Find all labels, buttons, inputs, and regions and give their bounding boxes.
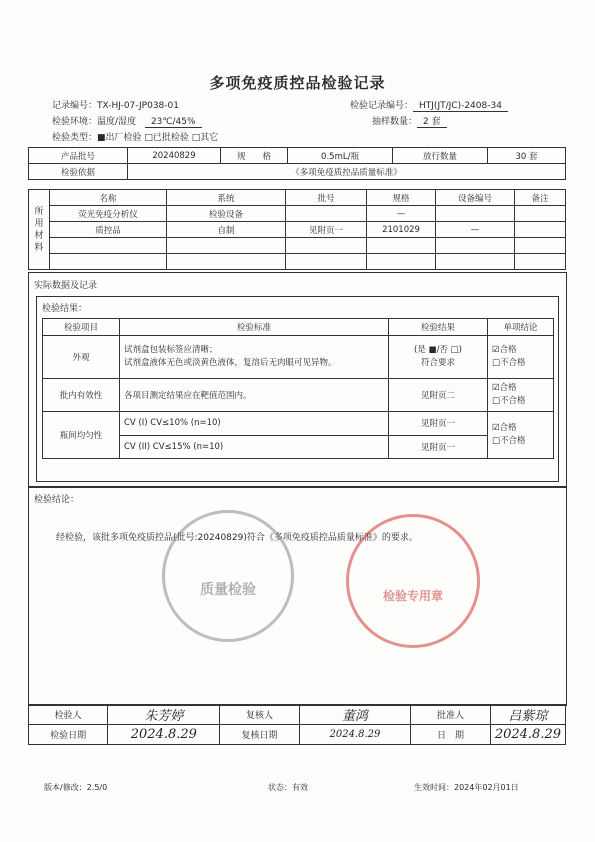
equip-cell xyxy=(436,206,515,222)
record-number: TX-HJ-07-JP038-01 xyxy=(97,101,179,111)
results-table xyxy=(42,318,554,459)
spec-value: 0.5mL/瓶 xyxy=(288,148,393,164)
test-date: 2024.8.29 xyxy=(108,725,220,745)
review-date: 2024.8.29 xyxy=(299,725,411,745)
approver-label: 批准人 xyxy=(411,705,491,725)
type-line xyxy=(52,130,218,143)
test-date-label: 检验日期 xyxy=(29,725,108,745)
release-qty-label: 放行数量 xyxy=(393,148,488,164)
qty-label: 抽样数量： xyxy=(372,117,418,127)
equipment-row xyxy=(29,222,566,238)
document-title: 多项免疫质控品检验记录 xyxy=(209,74,386,92)
equip-cell: — xyxy=(367,206,436,222)
info-table xyxy=(28,147,566,180)
review-date-label: 复核日期 xyxy=(220,725,299,745)
res-header-result: 检验结果 xyxy=(389,319,488,336)
conclusion-text: 经检验，该批多项免疫质控品(批号:20240829)符合《多项免疫质控品质量标准》的要求。 xyxy=(56,533,418,543)
env-line xyxy=(52,114,202,127)
release-qty-value: 30 套 xyxy=(488,148,566,164)
env-value: 23℃/45% xyxy=(145,117,202,128)
equip-cell: — xyxy=(436,222,515,238)
reviewer-label: 复核人 xyxy=(220,705,299,725)
equipment-row-empty xyxy=(29,238,566,254)
res-conclusion: ☑合格 □不合格 xyxy=(488,336,554,379)
quality-stamp-text: 质量检验 xyxy=(200,582,256,598)
result-row-uniformity-1 xyxy=(43,412,554,436)
res-standard: CV (I) CV≤10% (n=10) xyxy=(120,412,389,436)
equip-cell: 见附页一 xyxy=(286,222,367,238)
tester-signature: 朱芳婷 xyxy=(108,705,220,725)
result-row-appearance xyxy=(43,336,554,379)
tester-label: 检验人 xyxy=(29,705,108,725)
res-standard: 试剂盒包装标签应清晰； 试剂盒液体无色或淡黄色液体，复溶后无肉眼可见异物。 xyxy=(120,336,389,379)
conclusion-section xyxy=(28,486,567,706)
equip-header-device-no: 设备编号 xyxy=(436,190,515,206)
quality-stamp xyxy=(162,510,294,642)
inspection-stamp-text: 检验专用章 xyxy=(382,589,443,603)
env-temp-label: 温度/湿度 xyxy=(97,117,137,127)
env-label: 检验环境： xyxy=(52,117,98,127)
product-row xyxy=(29,148,566,164)
res-header-item: 检验项目 xyxy=(43,319,120,336)
results-label: 检验结果： xyxy=(42,304,88,314)
res-standard-2: CV (II) CV≤15% (n=10) xyxy=(120,435,389,459)
equip-header-remark: 备注 xyxy=(515,190,566,206)
basis-value: 《多项免疫质控品质量标准》 xyxy=(128,164,566,180)
date-row xyxy=(29,725,566,745)
qty-value: 2 套 xyxy=(417,117,447,128)
approver-signature: 吕紫琼 xyxy=(490,705,565,725)
equip-header-batch: 批号 xyxy=(286,190,367,206)
equip-header-system: 系统 xyxy=(167,190,286,206)
batch-value: 20240829 xyxy=(128,148,221,164)
qty-line xyxy=(372,114,447,127)
signature-row xyxy=(29,705,566,725)
raw-data-label: 实际数据及记录 xyxy=(34,281,98,291)
batch-label: 产品批号 xyxy=(29,148,128,164)
equipment-side-label: 所 用 材 料 xyxy=(29,190,50,270)
equipment-header-row xyxy=(29,190,566,206)
footer-status: 状态：有效 xyxy=(268,783,308,792)
footer-version: 版本/修改：2.5/0 xyxy=(44,783,108,792)
res-result-2: 见附页一 xyxy=(389,435,488,459)
equip-header-name: 名称 xyxy=(50,190,167,206)
res-result: 见附页二 xyxy=(389,379,488,412)
res-header-standard: 检验标准 xyxy=(120,319,389,336)
equipment-table xyxy=(28,189,566,270)
conclusion-label: 检验结论： xyxy=(34,495,80,505)
reviewer-signature: 董鸿 xyxy=(299,705,411,725)
type-value: ■出厂检验 □已批检验 □其它 xyxy=(97,133,219,143)
footer-effective: 生效时间：2024年02月01日 xyxy=(414,783,519,792)
equipment-row xyxy=(29,206,566,222)
equip-cell: 质控品 xyxy=(50,222,167,238)
res-header-conclusion: 单项结论 xyxy=(488,319,554,336)
res-result: (是 ■/否 □) 符合要求 xyxy=(389,336,488,379)
equip-cell xyxy=(286,206,367,222)
record-number-label: 记录编号： xyxy=(52,101,98,111)
res-standard: 各项目测定结果应在靶值范围内。 xyxy=(120,379,389,412)
equip-cell: 荧光免疫分析仪 xyxy=(50,206,167,222)
doc-number-label: 检验记录编号： xyxy=(350,101,414,111)
res-item: 批内有效性 xyxy=(43,379,120,412)
equip-cell: 检验设备 xyxy=(167,206,286,222)
basis-row xyxy=(29,164,566,180)
equip-cell: 2101029 xyxy=(367,222,436,238)
doc-number-line xyxy=(350,98,508,111)
spec-label: 规 格 xyxy=(221,148,288,164)
approve-date: 2024.8.29 xyxy=(490,725,565,745)
res-conclusion: ☑合格 □不合格 xyxy=(488,379,554,412)
res-result: 见附页一 xyxy=(389,412,488,436)
equip-cell xyxy=(515,222,566,238)
res-item: 瓶间均匀性 xyxy=(43,412,120,459)
equip-cell xyxy=(515,206,566,222)
result-row-uniformity-2 xyxy=(43,435,554,459)
result-row-validity xyxy=(43,379,554,412)
res-conclusion: ☑合格 □不合格 xyxy=(488,412,554,459)
basis-label: 检验依据 xyxy=(29,164,128,180)
equip-header-spec: 规格 xyxy=(367,190,436,206)
doc-number: HTJ(JT/JC)-2408-34 xyxy=(413,101,508,112)
approve-date-label: 日 期 xyxy=(411,725,491,745)
inspection-stamp xyxy=(346,514,480,648)
res-item: 外观 xyxy=(43,336,120,379)
record-number-line xyxy=(52,98,179,111)
equipment-row-empty xyxy=(29,254,566,270)
type-label: 检验类型： xyxy=(52,133,98,143)
equip-cell: 自制 xyxy=(167,222,286,238)
signature-table xyxy=(28,704,566,745)
results-header-row xyxy=(43,319,554,336)
